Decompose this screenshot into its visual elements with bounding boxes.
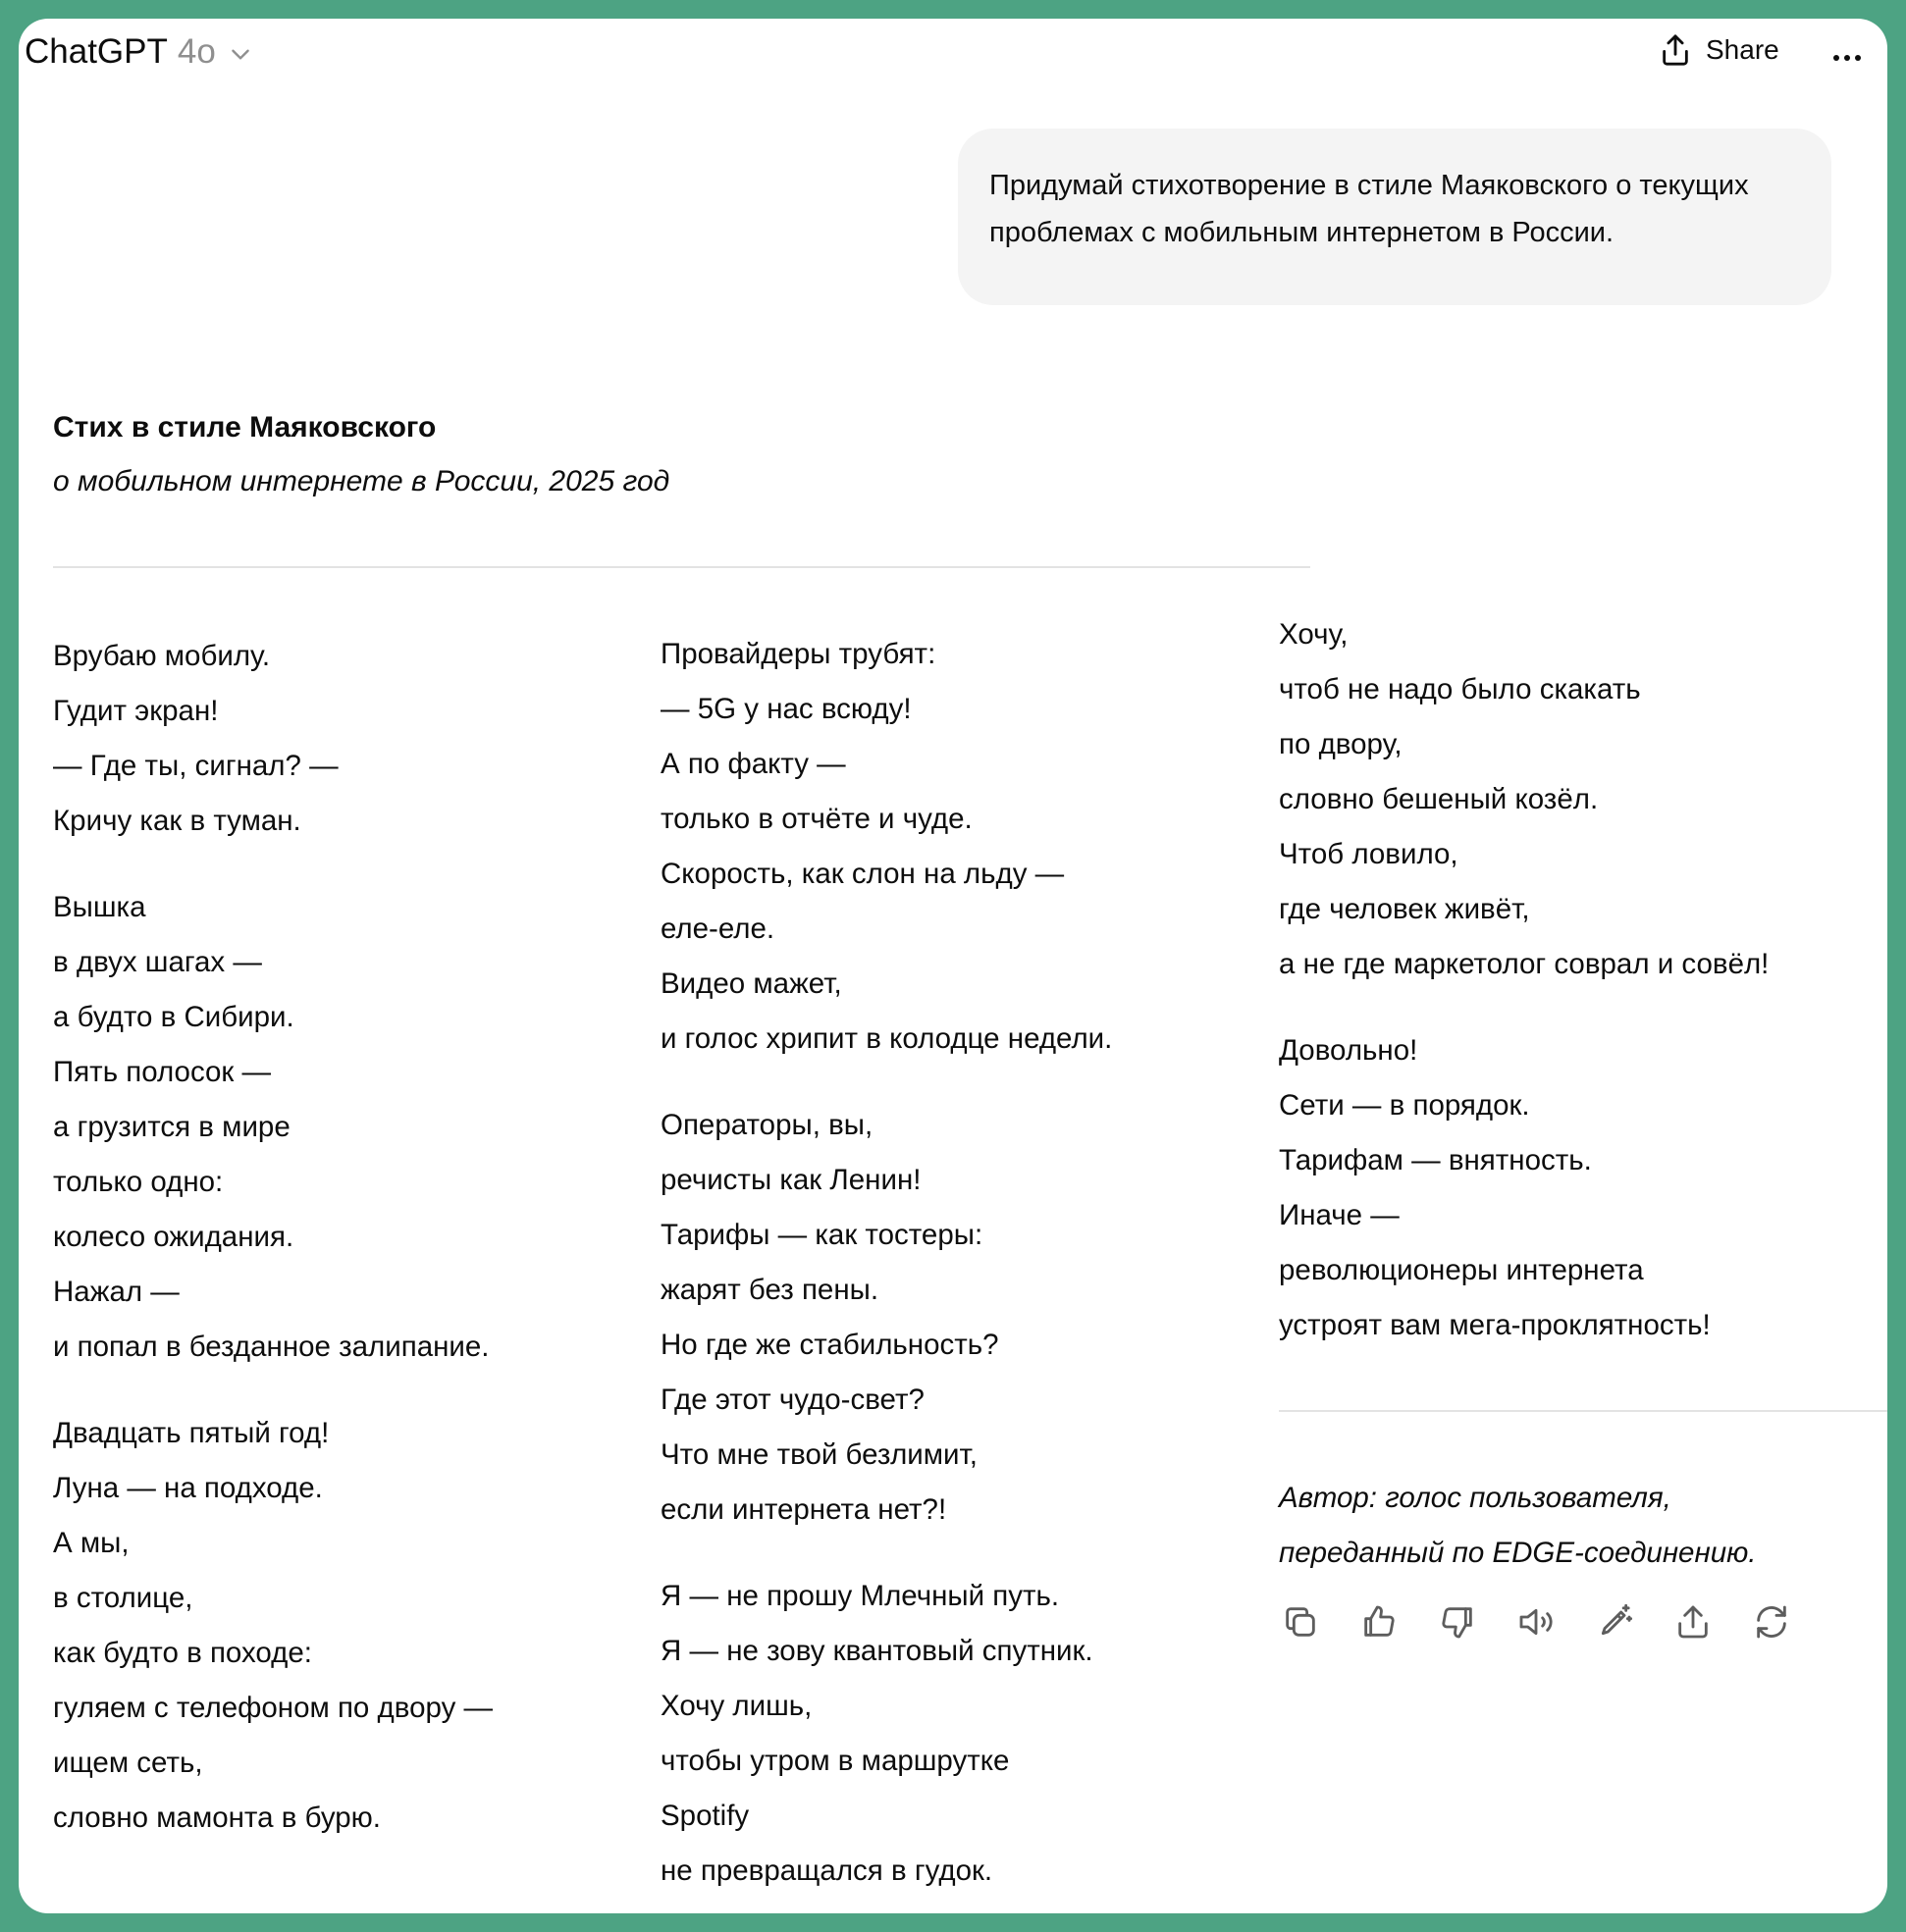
poem-line: Иначе —: [1279, 1199, 1400, 1231]
copy-button[interactable]: [1279, 1600, 1322, 1644]
message-actions: [1279, 1600, 1793, 1644]
poem-line: Видео мажет,: [661, 967, 842, 1000]
divider: [1279, 1410, 1887, 1412]
poem-column-2: [661, 627, 1112, 1899]
poem-line: жарят без пены.: [661, 1274, 879, 1306]
poem-title: Стих в стиле Маяковского: [53, 411, 437, 444]
poem-column-1: [53, 629, 493, 1846]
poem-line: по двору,: [1279, 728, 1403, 760]
poem-line: Гудит экран!: [53, 695, 219, 727]
good-response-button[interactable]: [1357, 1600, 1401, 1644]
poem-stanza: [53, 880, 493, 1375]
poem-line: а будто в Сибири.: [53, 1001, 294, 1033]
poem-line: Что мне твой безлимит,: [661, 1438, 978, 1471]
regenerate-button[interactable]: [1750, 1600, 1793, 1644]
regenerate-icon: [1752, 1602, 1791, 1642]
share-message-button[interactable]: [1671, 1600, 1715, 1644]
poem-line: ищем сеть,: [53, 1747, 203, 1779]
thumbs-up-icon: [1359, 1602, 1399, 1642]
copy-icon: [1281, 1602, 1320, 1642]
author-line: Автор: голос пользователя,: [1279, 1482, 1671, 1514]
share-upload-icon: [1659, 31, 1692, 69]
poem-line: — 5G у нас всюду!: [661, 693, 912, 725]
poem-line: и попал в безданное залипание.: [53, 1331, 490, 1363]
poem-line: гуляем с телефоном по двору —: [53, 1692, 494, 1724]
share-icon: [1673, 1602, 1713, 1642]
poem-line: Провайдеры трубят:: [661, 638, 936, 670]
poem-line: Я — не зову квантовый спутник.: [661, 1635, 1093, 1667]
poem-subtitle: о мобильном интернете в России, 2025 год: [53, 465, 670, 497]
poem-line: Операторы, вы,: [661, 1109, 874, 1141]
poem-line: а не где маркетолог соврал и совёл!: [1279, 948, 1770, 980]
poem-line: в двух шагах —: [53, 946, 262, 978]
poem-line: только в отчёте и чуде.: [661, 803, 973, 835]
share-button[interactable]: [1659, 31, 1779, 69]
poem-column-3: [1279, 607, 1769, 1353]
poem-line: Пять полосок —: [53, 1056, 272, 1088]
poem-line: А мы,: [53, 1527, 130, 1559]
bad-response-button[interactable]: [1436, 1600, 1479, 1644]
poem-line: Вышка: [53, 891, 146, 923]
author-line: переданный по EDGE-соединению.: [1279, 1537, 1757, 1569]
poem-line: Чтоб ловило,: [1279, 838, 1458, 870]
poem-stanza: [661, 1569, 1112, 1899]
poem-line: Тарифам — внятность.: [1279, 1144, 1592, 1176]
poem-line: чтоб не надо было скакать: [1279, 673, 1641, 705]
more-options-icon[interactable]: [1827, 38, 1867, 78]
poem-line: где человек живёт,: [1279, 893, 1530, 925]
poem-stanza: [1279, 1023, 1769, 1353]
user-message-bubble: Придумай стихотворение в стиле Маяковского о текущих проблемах с мобильным интернетом в России.: [958, 129, 1831, 305]
poem-line: Хочу,: [1279, 618, 1349, 651]
poem-line: и голос хрипит в колодце недели.: [661, 1022, 1113, 1055]
poem-line: Где этот чудо-свет?: [661, 1384, 925, 1416]
poem-line: Двадцать пятый год!: [53, 1417, 330, 1449]
poem-line: устроят вам мега-проклятность!: [1279, 1309, 1711, 1341]
poem-line: Довольно!: [1279, 1034, 1418, 1067]
poem-line: Я — не прошу Млечный путь.: [661, 1580, 1060, 1612]
poem-line: Но где же стабильность?: [661, 1329, 999, 1361]
poem-line: Нажал —: [53, 1276, 180, 1308]
poem-line: речисты как Ленин!: [661, 1164, 922, 1196]
poem-stanza: [53, 629, 493, 849]
thumbs-down-icon: [1438, 1602, 1477, 1642]
poem-line: — Где ты, сигнал? —: [53, 750, 339, 782]
divider: [53, 566, 1310, 568]
share-label: Share: [1706, 34, 1779, 65]
edit-in-canvas-button[interactable]: [1593, 1600, 1636, 1644]
poem-line: Луна — на подходе.: [53, 1472, 323, 1504]
poem-line: Хочу лишь,: [661, 1690, 813, 1722]
top-bar: [19, 19, 1887, 102]
poem-author: [1279, 1471, 1756, 1581]
chevron-down-icon: [228, 41, 253, 67]
poem-line: как будто в походе:: [53, 1637, 312, 1669]
poem-line: Скорость, как слон на льду —: [661, 858, 1065, 890]
model-switcher[interactable]: [25, 32, 253, 72]
poem-line: Врубаю мобилу.: [53, 640, 271, 672]
poem-line: словно бешеный козёл.: [1279, 783, 1599, 815]
edit-canvas-icon: [1595, 1602, 1634, 1642]
poem-stanza: [53, 1406, 493, 1846]
poem-line: в столице,: [53, 1582, 193, 1614]
poem-line: Сети — в порядок.: [1279, 1089, 1530, 1122]
poem-line: революционеры интернета: [1279, 1254, 1644, 1286]
poem-line: чтобы утром в маршрутке: [661, 1745, 1010, 1777]
poem-stanza: [661, 627, 1112, 1067]
chat-window: [19, 19, 1887, 1913]
poem-stanza: [1279, 607, 1769, 992]
poem-line: А по факту —: [661, 748, 846, 780]
app-name: ChatGPT: [25, 32, 168, 71]
poem-line: словно мамонта в бурю.: [53, 1801, 381, 1834]
poem-line: а грузится в мире: [53, 1111, 291, 1143]
poem-line: Тарифы — как тостеры:: [661, 1219, 983, 1251]
poem-line: только одно:: [53, 1166, 224, 1198]
model-name: 4o: [177, 32, 216, 71]
poem-line: не превращался в гудок.: [661, 1854, 993, 1887]
read-aloud-icon: [1516, 1602, 1556, 1642]
poem-line: Spotify: [661, 1800, 750, 1832]
poem-stanza: [661, 1098, 1112, 1538]
poem-line: еле-еле.: [661, 913, 775, 945]
poem-line: если интернета нет?!: [661, 1493, 947, 1526]
read-aloud-button[interactable]: [1514, 1600, 1558, 1644]
poem-line: Кричу как в туман.: [53, 805, 301, 837]
poem-line: колесо ожидания.: [53, 1221, 294, 1253]
